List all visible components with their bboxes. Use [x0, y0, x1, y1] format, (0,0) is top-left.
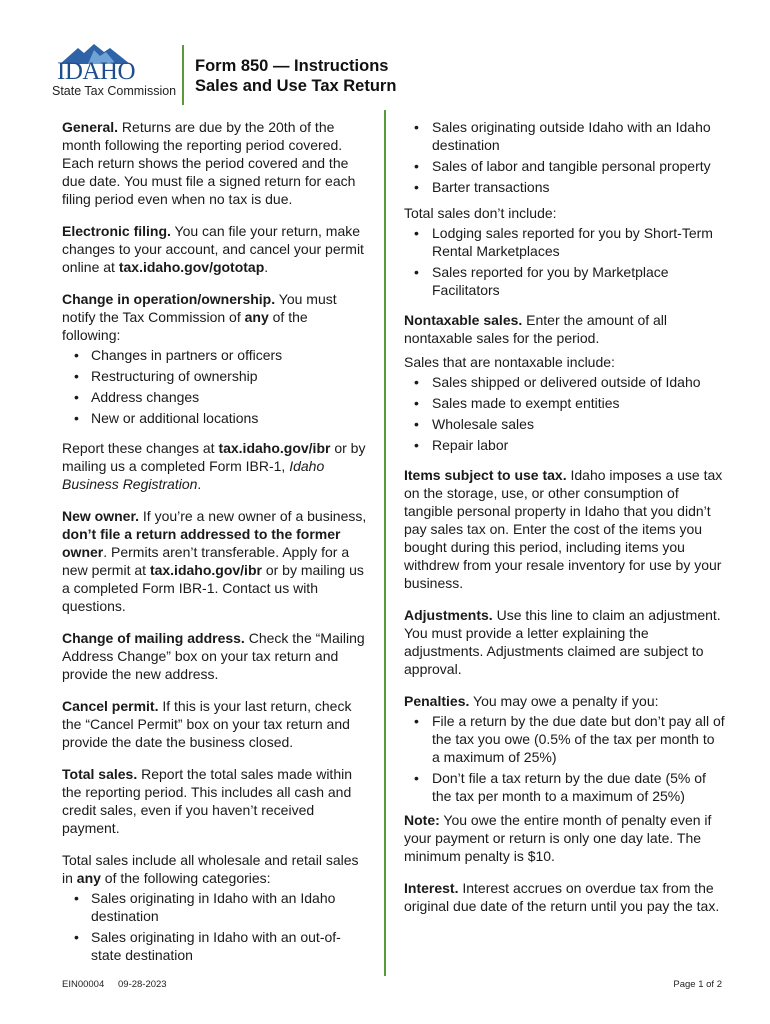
exclude-list: [404, 224, 726, 299]
include-list: [62, 889, 368, 964]
newowner-text-3: or by mailing us a completed Form IBR-1. Contact us with questions.: [62, 562, 364, 614]
exclude-intro: Total sales don’t include:: [404, 205, 557, 221]
list-item: • File a return by the due date but don’t pay all of the tax you owe (0.5% of the tax per month to a maximum of 25%): [404, 712, 726, 766]
report-text-2: or by mailing us a completed Form IBR-1,: [62, 440, 366, 474]
list-item: • Barter transactions: [404, 178, 726, 196]
change-heading: Change in operation/ownership.: [62, 291, 276, 307]
list-item: • Sales originating in Idaho with an out-of-state destination: [62, 928, 368, 964]
newowner-section: [62, 507, 368, 615]
pen-section: [404, 692, 726, 710]
footer-date: 09-28-2023: [118, 979, 167, 990]
total-section: [62, 765, 368, 837]
efile-section: [62, 222, 368, 276]
pen-text: You may owe a penalty if you:: [469, 693, 659, 709]
general-section: [62, 118, 368, 208]
idaho-logo: [52, 42, 182, 102]
list-item: • Sales reported for you by Marketplace Facilitators: [404, 263, 726, 299]
ibr-link[interactable]: tax.idaho.gov/ibr: [218, 440, 331, 456]
nontax-text: Enter the amount of all nontaxable sales for the period.: [404, 312, 668, 346]
title-line-2: Sales and Use Tax Return: [195, 77, 397, 95]
list-item: • Sales of labor and tangible personal property: [404, 157, 726, 175]
include-text-2: of the following categories:: [100, 870, 271, 886]
cancel-section: [62, 697, 368, 751]
efile-text: You can file your return, make changes to your account, and cancel your permit online at: [62, 223, 364, 275]
list-item: • Repair labor: [404, 436, 726, 454]
efile-heading: Electronic filing.: [62, 223, 171, 239]
change-text-1: You must notify the Tax Commission of: [62, 291, 337, 325]
footer-code: EIN00004: [62, 979, 105, 990]
gototap-link[interactable]: tax.idaho.gov/gototap: [118, 259, 265, 275]
general-text: Returns are due by the 20th of the month following the reporting period covered. Each return shows the period covered and the due date. You must file a signed return for each filing period even when no tax is due.: [62, 119, 356, 207]
list-item: • Don’t file a tax return by the due date (5% of the tax per month to a maximum of 25%): [404, 769, 726, 805]
include-section: [62, 851, 368, 887]
list-item: • Restructuring of ownership: [62, 367, 368, 385]
report-end: .: [197, 476, 202, 492]
note-section: [404, 811, 726, 865]
note-text: You owe the entire month of penalty even if your payment or return is only one day late. The minimum penalty is $10.: [404, 812, 712, 864]
total-text: Report the total sales made within the reporting period. This includes all cash and credit sales, even if you haven’t received payment.: [62, 766, 352, 836]
pen-list: [404, 712, 726, 805]
adj-section: [404, 606, 726, 678]
list-item: • Lodging sales reported for you by Short-Term Rental Marketplaces: [404, 224, 726, 260]
mailing-heading: Change of mailing address.: [62, 630, 245, 646]
use-section: [404, 466, 726, 592]
list-item: • Sales shipped or delivered outside of Idaho: [404, 373, 726, 391]
header-divider: [182, 45, 184, 105]
change-list: [62, 346, 368, 427]
column-divider: [384, 110, 386, 976]
general-heading: General.: [62, 119, 119, 135]
mailing-text: Check the “Mailing Address Change” box on your tax return and provide the new address.: [62, 630, 365, 682]
include-text-1: Total sales include all wholesale and retail sales in: [62, 852, 359, 886]
cancel-text: If this is your last return, check the “Cancel Permit” box on your tax return and provide the date the business closed.: [62, 698, 352, 750]
newowner-bold: don’t file a return addressed to the former owner: [62, 526, 341, 560]
mailing-section: [62, 629, 368, 683]
adj-text: Use this line to claim an adjustment. You must provide a letter explaining the adjustments. Adjustments claimed are subject to approval.: [404, 607, 721, 677]
include-any: any: [76, 870, 101, 886]
nontax-intro: Sales that are nontaxable include:: [404, 354, 615, 370]
cancel-heading: Cancel permit.: [62, 698, 159, 714]
include-list-cont: [404, 118, 726, 196]
note-heading: Note:: [404, 812, 440, 828]
newowner-text-2: . Permits aren’t transferable. Apply for a new permit at: [62, 544, 350, 578]
left-column: [62, 118, 368, 976]
list-item: • Sales originating in Idaho with an Idaho destination: [62, 889, 368, 925]
use-heading: Items subject to use tax.: [404, 467, 567, 483]
list-item: • Changes in partners or officers: [62, 346, 368, 364]
list-item: • Wholesale sales: [404, 415, 726, 433]
report-italic: Idaho Business Registration: [62, 458, 325, 492]
adj-heading: Adjustments.: [404, 607, 493, 623]
change-any: any: [244, 309, 269, 325]
newowner-heading: New owner.: [62, 508, 140, 524]
ibr-link-2[interactable]: tax.idaho.gov/ibr: [149, 562, 262, 578]
nontax-section: [404, 311, 726, 347]
right-column: [404, 118, 726, 929]
change-text-2: of the following:: [62, 309, 308, 343]
change-section: [62, 290, 368, 344]
newowner-text-1: If you’re a new owner of a business,: [139, 508, 367, 524]
list-item: • Sales originating outside Idaho with an Idaho destination: [404, 118, 726, 154]
efile-end: .: [264, 259, 269, 275]
report-text-1: Report these changes at: [62, 440, 219, 456]
int-text: Interest accrues on overdue tax from the original due date of the return until you pay the tax.: [404, 880, 720, 914]
logo-word: IDAHO: [57, 58, 136, 85]
int-heading: Interest.: [404, 880, 459, 896]
list-item: • Sales made to exempt entities: [404, 394, 726, 412]
nontax-list: [404, 373, 726, 454]
use-text: Idaho imposes a use tax on the storage, use, or other consumption of tangible personal property in Idaho that you didn’t pay sales tax on. Enter the cost of the items you bought during this period, including items you withdrew from your resale inventory for use by your business.: [404, 467, 723, 591]
title-line-1: Form 850 — Instructions: [195, 57, 389, 75]
nontax-heading: Nontaxable sales.: [404, 312, 523, 328]
logo-subtitle: State Tax Commission: [52, 84, 177, 98]
report-section: [62, 439, 368, 493]
int-section: [404, 879, 726, 915]
total-heading: Total sales.: [62, 766, 138, 782]
page-number: Page 1 of 2: [673, 979, 722, 990]
pen-heading: Penalties.: [404, 693, 470, 709]
page-title: [195, 56, 396, 96]
list-item: • New or additional locations: [62, 409, 368, 427]
list-item: • Address changes: [62, 388, 368, 406]
